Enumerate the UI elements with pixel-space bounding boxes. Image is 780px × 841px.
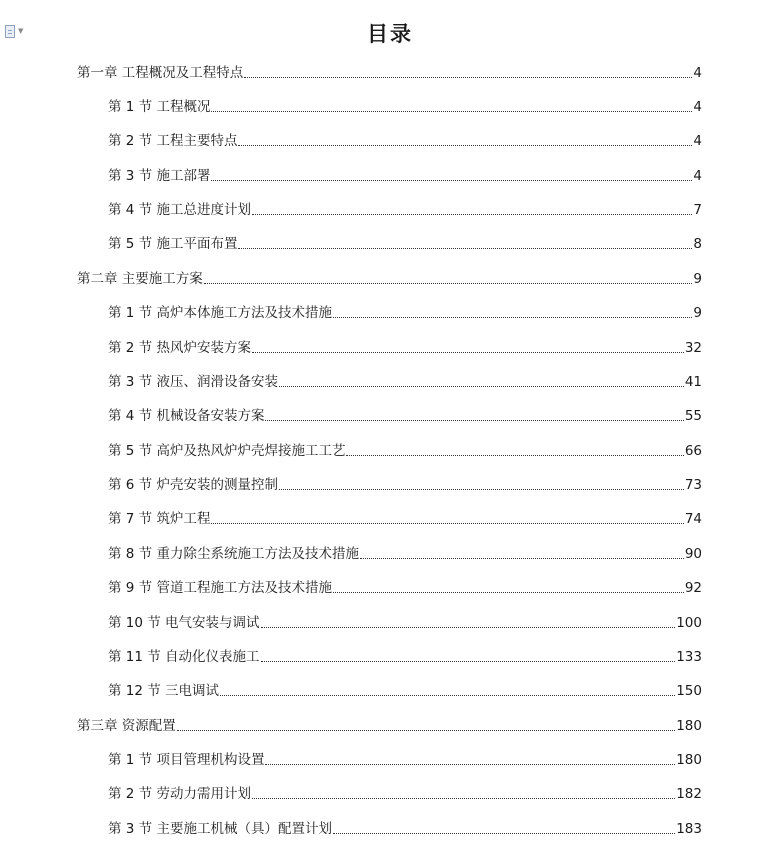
toc-entry-label: 第 4 节 机械设备安装方案: [108, 408, 265, 424]
toc-leader-dots: [333, 317, 692, 318]
toc-page-number: 4: [693, 133, 702, 149]
toc-section-1-4[interactable]: [108, 198, 702, 218]
toc-leader-dots: [244, 77, 692, 78]
toc-entry-label: 第三章 资源配置: [77, 718, 176, 734]
toc-page-number: 180: [676, 718, 702, 734]
toc-leader-dots: [261, 627, 676, 628]
toc-page-number: 9: [693, 305, 702, 321]
toc-page-number: 4: [693, 99, 702, 115]
toc-entry-label: 第 2 节 热风炉安装方案: [108, 340, 251, 356]
toc-chapter-1[interactable]: [77, 61, 702, 81]
toc-section-2-10[interactable]: [108, 611, 702, 631]
toc-entry-label: 第 4 节 施工总进度计划: [108, 202, 251, 218]
toc-entry-label: 第 8 节 重力除尘系统施工方法及技术措施: [108, 546, 359, 562]
toc-entry-label: 第 3 节 液压、润滑设备安装: [108, 374, 278, 390]
toc-chapter-3[interactable]: [77, 714, 702, 734]
toc-entry-label: 第 6 节 炉壳安装的测量控制: [108, 477, 278, 493]
toc-page-number: 9: [693, 271, 702, 287]
toc-page-number: 90: [684, 546, 702, 562]
toc-section-2-6[interactable]: [108, 473, 702, 493]
toc-entry-label: 第 12 节 三电调试: [108, 683, 220, 699]
toc-page-number: 150: [676, 683, 702, 699]
toc-entry-label: 第一章 工程概况及工程特点: [77, 65, 244, 81]
toc-section-1-3[interactable]: [108, 164, 702, 184]
toc-leader-dots: [333, 592, 684, 593]
toc-page-number: 41: [684, 374, 702, 390]
toc-leader-dots: [204, 283, 693, 284]
toc-entry-label: 第 1 节 工程概况: [108, 99, 211, 115]
toc-section-1-1[interactable]: [108, 95, 702, 115]
toc-page-number: 92: [684, 580, 702, 596]
toc-section-1-5[interactable]: [108, 232, 702, 252]
toc-leader-dots: [177, 730, 675, 731]
toc-section-2-8[interactable]: [108, 542, 702, 562]
toc-entry-label: 第二章 主要施工方案: [77, 271, 203, 287]
toc-leader-dots: [261, 661, 676, 662]
toc-page-number: 73: [684, 477, 702, 493]
toc-section-3-3[interactable]: [108, 817, 702, 837]
toc-section-2-12[interactable]: [108, 679, 702, 699]
toc-section-3-2[interactable]: [108, 782, 702, 802]
toc-entry-label: 第 2 节 劳动力需用计划: [108, 786, 251, 802]
toc-page-number: 182: [676, 786, 702, 802]
toc-section-2-9[interactable]: [108, 576, 702, 596]
toc-leader-dots: [252, 352, 684, 353]
toc-leader-dots: [346, 455, 683, 456]
toc-section-3-1[interactable]: [108, 748, 702, 768]
toc-section-2-4[interactable]: [108, 404, 702, 424]
toc-page-number: 100: [676, 615, 702, 631]
toc-leader-dots: [333, 833, 675, 834]
toc-page-number: 7: [693, 202, 702, 218]
toc-page-number: 55: [684, 408, 702, 424]
toc-leader-dots: [265, 420, 683, 421]
toc-section-1-2[interactable]: [108, 129, 702, 149]
toc-entry-label: 第 1 节 高炉本体施工方法及技术措施: [108, 305, 332, 321]
toc-leader-dots: [360, 558, 684, 559]
toc-entry-label: 第 9 节 管道工程施工方法及技术措施: [108, 580, 332, 596]
toc-leader-dots: [211, 523, 683, 524]
toc-section-2-11[interactable]: [108, 645, 702, 665]
toc-entry-label: 第 2 节 工程主要特点: [108, 133, 238, 149]
toc-entry-label: 第 10 节 电气安装与调试: [108, 615, 260, 631]
toc-entry-label: 第 3 节 施工部署: [108, 168, 211, 184]
toc-entry-label: 第 1 节 项目管理机构设置: [108, 752, 265, 768]
toc-section-2-3[interactable]: [108, 370, 702, 390]
dropdown-caret-icon: ▼: [18, 27, 24, 35]
toc-entry-label: 第 11 节 自动化仪表施工: [108, 649, 260, 665]
toc-page-number: 4: [693, 168, 702, 184]
toc-page-number: 180: [676, 752, 702, 768]
toc-leader-dots: [238, 248, 692, 249]
toc-page-number: 4: [693, 65, 702, 81]
toc-section-2-5[interactable]: [108, 439, 702, 459]
toc-leader-dots: [252, 214, 692, 215]
toc-leader-dots: [279, 489, 684, 490]
toc-page-number: 32: [684, 340, 702, 356]
toc-leader-dots: [265, 764, 675, 765]
toc-entry-label: 第 7 节 筑炉工程: [108, 511, 211, 527]
toc-leader-dots: [279, 386, 684, 387]
toc-section-2-1[interactable]: [108, 301, 702, 321]
toc-section-2-7[interactable]: [108, 507, 702, 527]
toc-leader-dots: [252, 798, 675, 799]
toc-chapter-2[interactable]: [77, 267, 702, 287]
toc-page-number: 66: [684, 443, 702, 459]
toc-entry-label: 第 5 节 施工平面布置: [108, 236, 238, 252]
toc-leader-dots: [220, 695, 675, 696]
toc-entry-label: 第 3 节 主要施工机械（具）配置计划: [108, 821, 332, 837]
toc-leader-dots: [211, 180, 692, 181]
toc-page-number: 74: [684, 511, 702, 527]
toc-page-number: 133: [676, 649, 702, 665]
toc-section-2-2[interactable]: [108, 336, 702, 356]
toc-leader-dots: [238, 145, 692, 146]
toc-leader-dots: [211, 111, 692, 112]
toc-page-number: 183: [676, 821, 702, 837]
toc-page-number: 8: [693, 236, 702, 252]
page-title: 目录: [367, 21, 413, 46]
toc-entry-label: 第 5 节 高炉及热风炉炉壳焊接施工工艺: [108, 443, 346, 459]
